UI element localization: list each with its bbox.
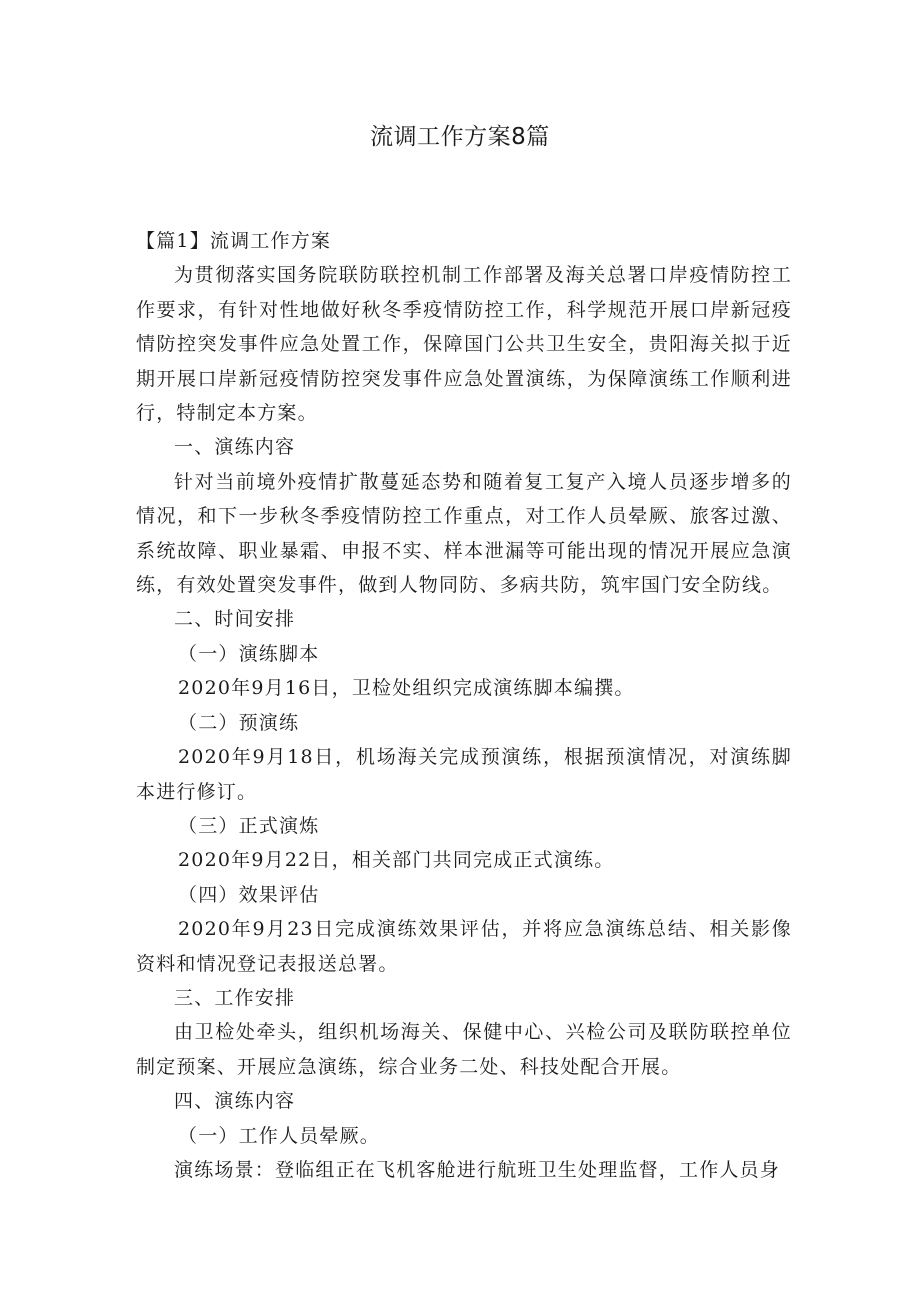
paragraph-evaluation: 2020年9月23日完成演练效果评估，并将应急演练总结、相关影像资料和情况登记表报送总署。	[136, 918, 792, 975]
subheading-staff-fainting: （一）工作人员晕厥。	[178, 1124, 381, 1147]
document-body	[136, 224, 792, 1187]
paragraph-pre-drill: 2020年9月18日，机场海关完成预演练，根据预演情况，对演练脚本进行修订。	[136, 746, 792, 803]
paragraph-intro: 为贯彻落实国务院联防联控机制工作部署及海关总署口岸疫情防控工作要求，有针对性地做好秋冬季疫情防控工作，科学规范开展口岸新冠疫情防控突发事件应急处置工作，保障国门公共卫生安全，贵阳海关拟于近期开展口岸新冠疫情防控突发事件应急处置演练，为保障演练工作顺利进行，特制定本方案。	[136, 264, 792, 425]
section-heading-article-1: 【篇1】流调工作方案	[136, 230, 332, 252]
heading-drill-content: 一、演练内容	[174, 436, 296, 459]
subheading-formal-drill: （三）正式演炼	[178, 814, 320, 837]
subheading-evaluation: （四）效果评估	[178, 883, 320, 906]
subheading-drill-script: （一）演练脚本	[178, 642, 320, 665]
heading-schedule: 二、时间安排	[174, 608, 296, 631]
paragraph-drill-script: 2020年9月16日，卫检处组织完成演练脚本编撰。	[178, 677, 635, 700]
paragraph-work-arrangement: 由卫检处牵头，组织机场海关、保健中心、兴检公司及联防联控单位制定预案、开展应急演练，综合业务二处、科技处配合开展。	[136, 1021, 792, 1078]
heading-work-arrangement: 三、工作安排	[174, 986, 296, 1009]
paragraph-formal-drill: 2020年9月22日，相关部门共同完成正式演练。	[178, 849, 615, 872]
heading-drill-content-2: 四、演练内容	[174, 1090, 296, 1113]
subheading-pre-drill: （二）预演练	[178, 711, 300, 734]
paragraph-drill-scenario: 演练场景：登临组正在飞机客舱进行航班卫生处理监督，工作人员身	[174, 1158, 781, 1181]
document-title: 流调工作方案8篇	[370, 124, 550, 150]
paragraph-drill-content: 针对当前境外疫情扩散蔓延态势和随着复工复产入境人员逐步增多的情况，和下一步秋冬季疫情防控工作重点，对工作人员晕厥、旅客过激、系统故障、职业暴霜、申报不实、样本泄漏等可能出现的情况开展应急演练，有效处置突发事件，做到人物同防、多病共防，筑牢国门安全防线。	[136, 470, 792, 597]
